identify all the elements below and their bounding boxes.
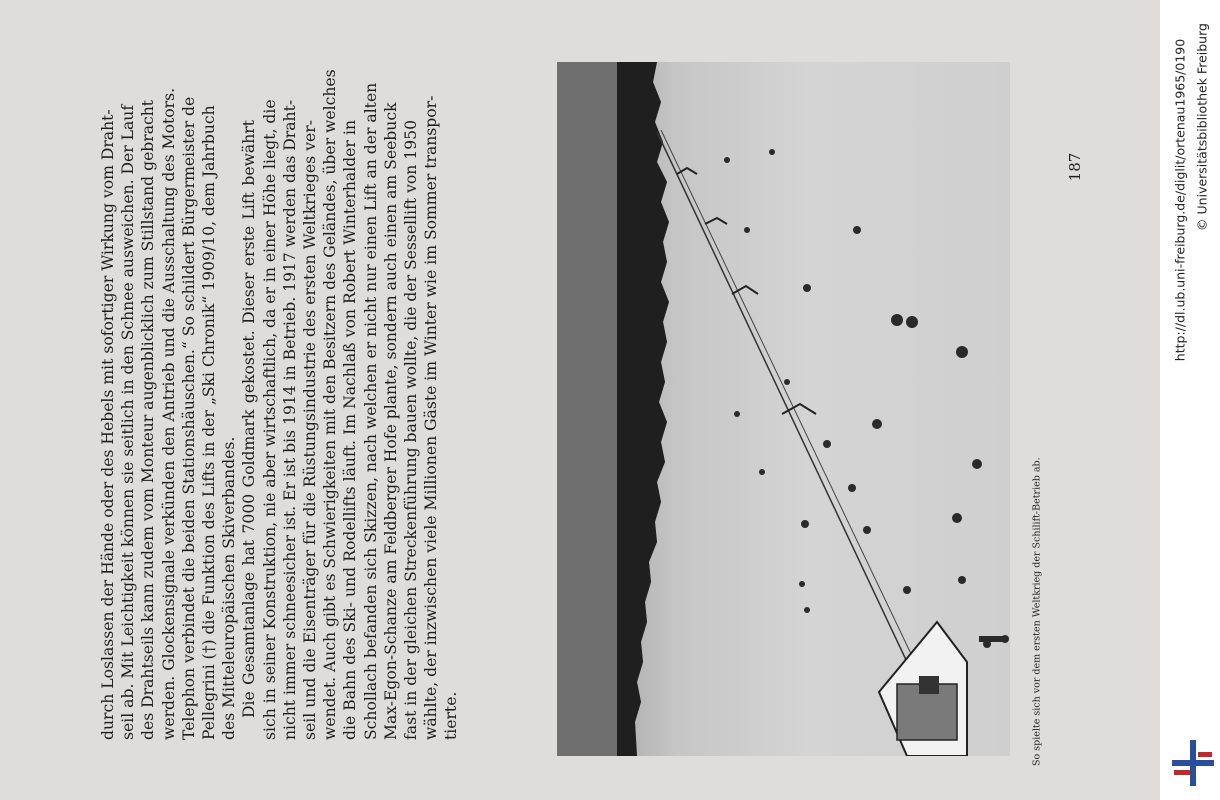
ub-freiburg-logo-icon [1172, 740, 1214, 786]
lift-cable [657, 132, 907, 662]
text-line: Schollach befanden sich Skizzen, nach welchen er nicht nur einen Lift an der alten [361, 82, 380, 740]
standing-person [979, 635, 1009, 643]
text-line: wendet. Auch gibt es Schwierigkeiten mit den Besitzern des Geländes, über welches [321, 69, 340, 740]
text-line: wählte, der inzwischen viele Millionen Gäste im Winter wie im Sommer transpor- [422, 95, 441, 740]
page-number: 187 [1066, 152, 1084, 182]
lift-cable [661, 130, 913, 658]
text-line: des Mitteleuropäischen Skiverbandes. [220, 436, 239, 740]
source-url[interactable]: http://dl.ub.uni-freiburg.de/diglit/ortenau1965/0190 [1172, 38, 1188, 362]
text-line: fast in der gleichen Streckenführung bauen wollte, die der Sessellift von 1950 [402, 120, 421, 740]
text-line: sich in seiner Konstruktion, nie aber wirtschaftlich, da er in einer Höhe liegt, die [260, 99, 279, 740]
copyright-notice: © Universitätsbibliothek Freiburg [1194, 23, 1210, 231]
photo-caption: So spielte sich vor dem ersten Weltkrieg der Schilift-Betrieb ab. [1031, 457, 1043, 766]
station-hut [879, 622, 967, 756]
text-line: tierte. [442, 691, 461, 740]
body-text [98, 69, 498, 740]
text-line: durch Loslassen der Hände oder des Hebels mit sofortiger Wirkung vom Draht- [99, 109, 117, 740]
text-line: die Bahn des Ski- und Rodellifts läuft. Im Nachlaß von Robert Winterhalder in [341, 120, 360, 740]
text-line: seil ab. Mit Leichtigkeit können sie seitlich in den Schnee ausweichen. Der Lauf [119, 104, 138, 740]
library-sidebar [1160, 0, 1220, 800]
text-line: Die Gesamtanlage hat 7000 Goldmark gekostet. Dieser erste Lift bewährt [240, 120, 259, 718]
ski-lift-photo [557, 62, 1010, 756]
text-line: seil und die Eisenträger für die Rüstungsindustrie des ersten Weltkrieges ver- [301, 120, 320, 740]
text-line: werden. Glockensignale verkünden den Antrieb und die Ausschaltung des Motors. [159, 87, 178, 740]
forest-dark-edge [617, 62, 669, 756]
ski-lift-illustration [557, 62, 1010, 756]
text-line: Pellegrini (†) die Funktion des Lifts in der „Ski Chronik“ 1909/10, dem Jahrbuch [200, 105, 219, 740]
text-line: nicht immer schneesicher ist. Er ist bis 1914 in Betrieb. 1917 werden das Draht- [280, 99, 299, 740]
text-line: Max-Egon-Schanze am Feldberger Hofe plante, sondern auch einen am Seebuck [381, 102, 400, 740]
lift-pylon [677, 168, 816, 414]
text-line: Telephon verbindet die beiden Stationshäuschen.“ So schildert Bürgermeister de [179, 96, 198, 740]
text-line: des Drahtseils kann zudem vom Monteur augenblicklich zum Stillstand gebracht [139, 99, 158, 740]
skier-figures [724, 149, 991, 648]
